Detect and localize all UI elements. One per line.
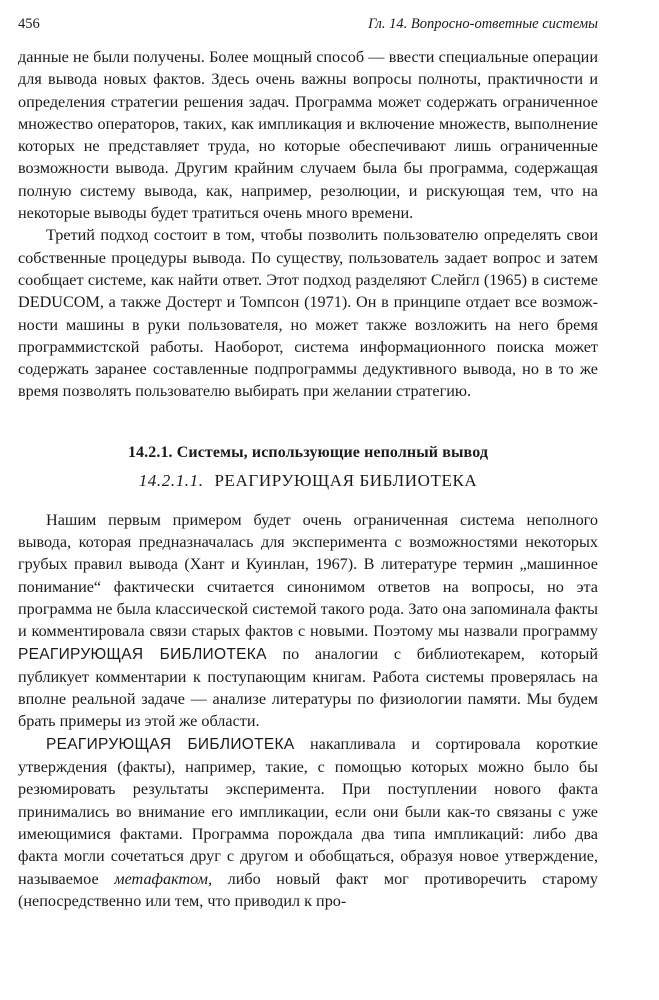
subsection-heading bbox=[18, 469, 598, 493]
system-name-term: РЕАГИРУЮЩАЯ БИБЛИОТЕКА bbox=[46, 735, 295, 753]
page-number: 456 bbox=[18, 16, 40, 32]
paragraph-text-part: по аналогии с библиотекарем, который публикует комментарии к поступающим книгам. Работа системы проверялась на вполне реальной задаче — анализе литературы по физиологии памяти. Мы будем брать примеры из этой же области. bbox=[18, 644, 599, 731]
paragraph-third-approach: Третий подход состоит в том, чтобы позволить пользователю определять свои собственные процедуры вывода. По существу, пользователь задает вопрос и затем сообщает системе, как найти ответ. Этот подход разделяют Слейгл (1965) в системе DEDUCOM, а также Достерт и Томпсон (1971). Он в принципе отдает все возможности машины в руки пользователя, но может также возложить на него бремя программистской работы. Наоборот, система информационного поиска может содержать заранее составленные подпрограммы дедуктивного вывода, но в то же время позволять пользователю выбирать при желании стратегию. bbox=[18, 226, 598, 401]
emphasized-term: метафактом, bbox=[114, 869, 213, 888]
paragraph-first-example bbox=[18, 509, 598, 733]
paragraph-library-description bbox=[18, 733, 598, 912]
subsection-number: 14.2.1.1. bbox=[138, 470, 204, 490]
system-name-term: РЕАГИРУЮЩАЯ БИБЛИОТЕКА bbox=[18, 645, 267, 663]
chapter-title: Гл. 14. Вопросно-ответные системы bbox=[368, 16, 598, 32]
paragraph-continued: данные не были получены. Более мощный способ — ввести специальные операции для вывода новых фактов. Здесь очень важны вопросы полноты, практичности и определения стратегии решения задач. Программа может содержать ограниченное множество операторов, таких, как импликация и включение множеств, выполнение которых не представляет труда, но которые обеспечивают лишь ограниченные возможности вывода. Другим крайним случаем была бы программа, содержащая полную систему вывода, как, например, резолюции, и рискующая тем, что на некоторые выводы будет тратиться очень много времени. bbox=[18, 48, 598, 223]
paragraph-text-part: либо новый факт мог противоречить старому (непосредственно или тем, что приводил к про- bbox=[18, 869, 599, 910]
paragraph-text-part: накапливала и сортировала короткие утверждения (факты), например, такие, с помощью которых можно было бы резюмировать результаты эксперимента. При поступлении нового факта принимались во внимание его импликации, если они были как-то связаны с уже имеющимися фактами. Программа порождала два типа импликаций: либо два факта могли сочетаться друг с другом и обобщаться, образуя новое утверждение, называемое bbox=[18, 734, 598, 888]
section-heading: 14.2.1. Системы, использующие неполный вывод bbox=[127, 443, 489, 461]
subsection-title: РЕАГИРУЮЩАЯ БИБЛИОТЕКА bbox=[214, 470, 478, 490]
book-page bbox=[18, 14, 598, 912]
paragraph-text-part: Нашим первым примером будет очень ограниченная система неполного вывода, которая предназначалась для эксперимента с возможностями некоторых грубых правил вывода (Хант и Куинлан, 1967). В литературе термин „машинное понимание“ фактически считается синонимом ответов на вопросы, но эта программа не была классической системой такого рода. Зато она запоминала факты и комментировала связи старых фактов с новыми. Поэтому мы назвали программу bbox=[18, 510, 598, 641]
running-header bbox=[18, 14, 598, 40]
